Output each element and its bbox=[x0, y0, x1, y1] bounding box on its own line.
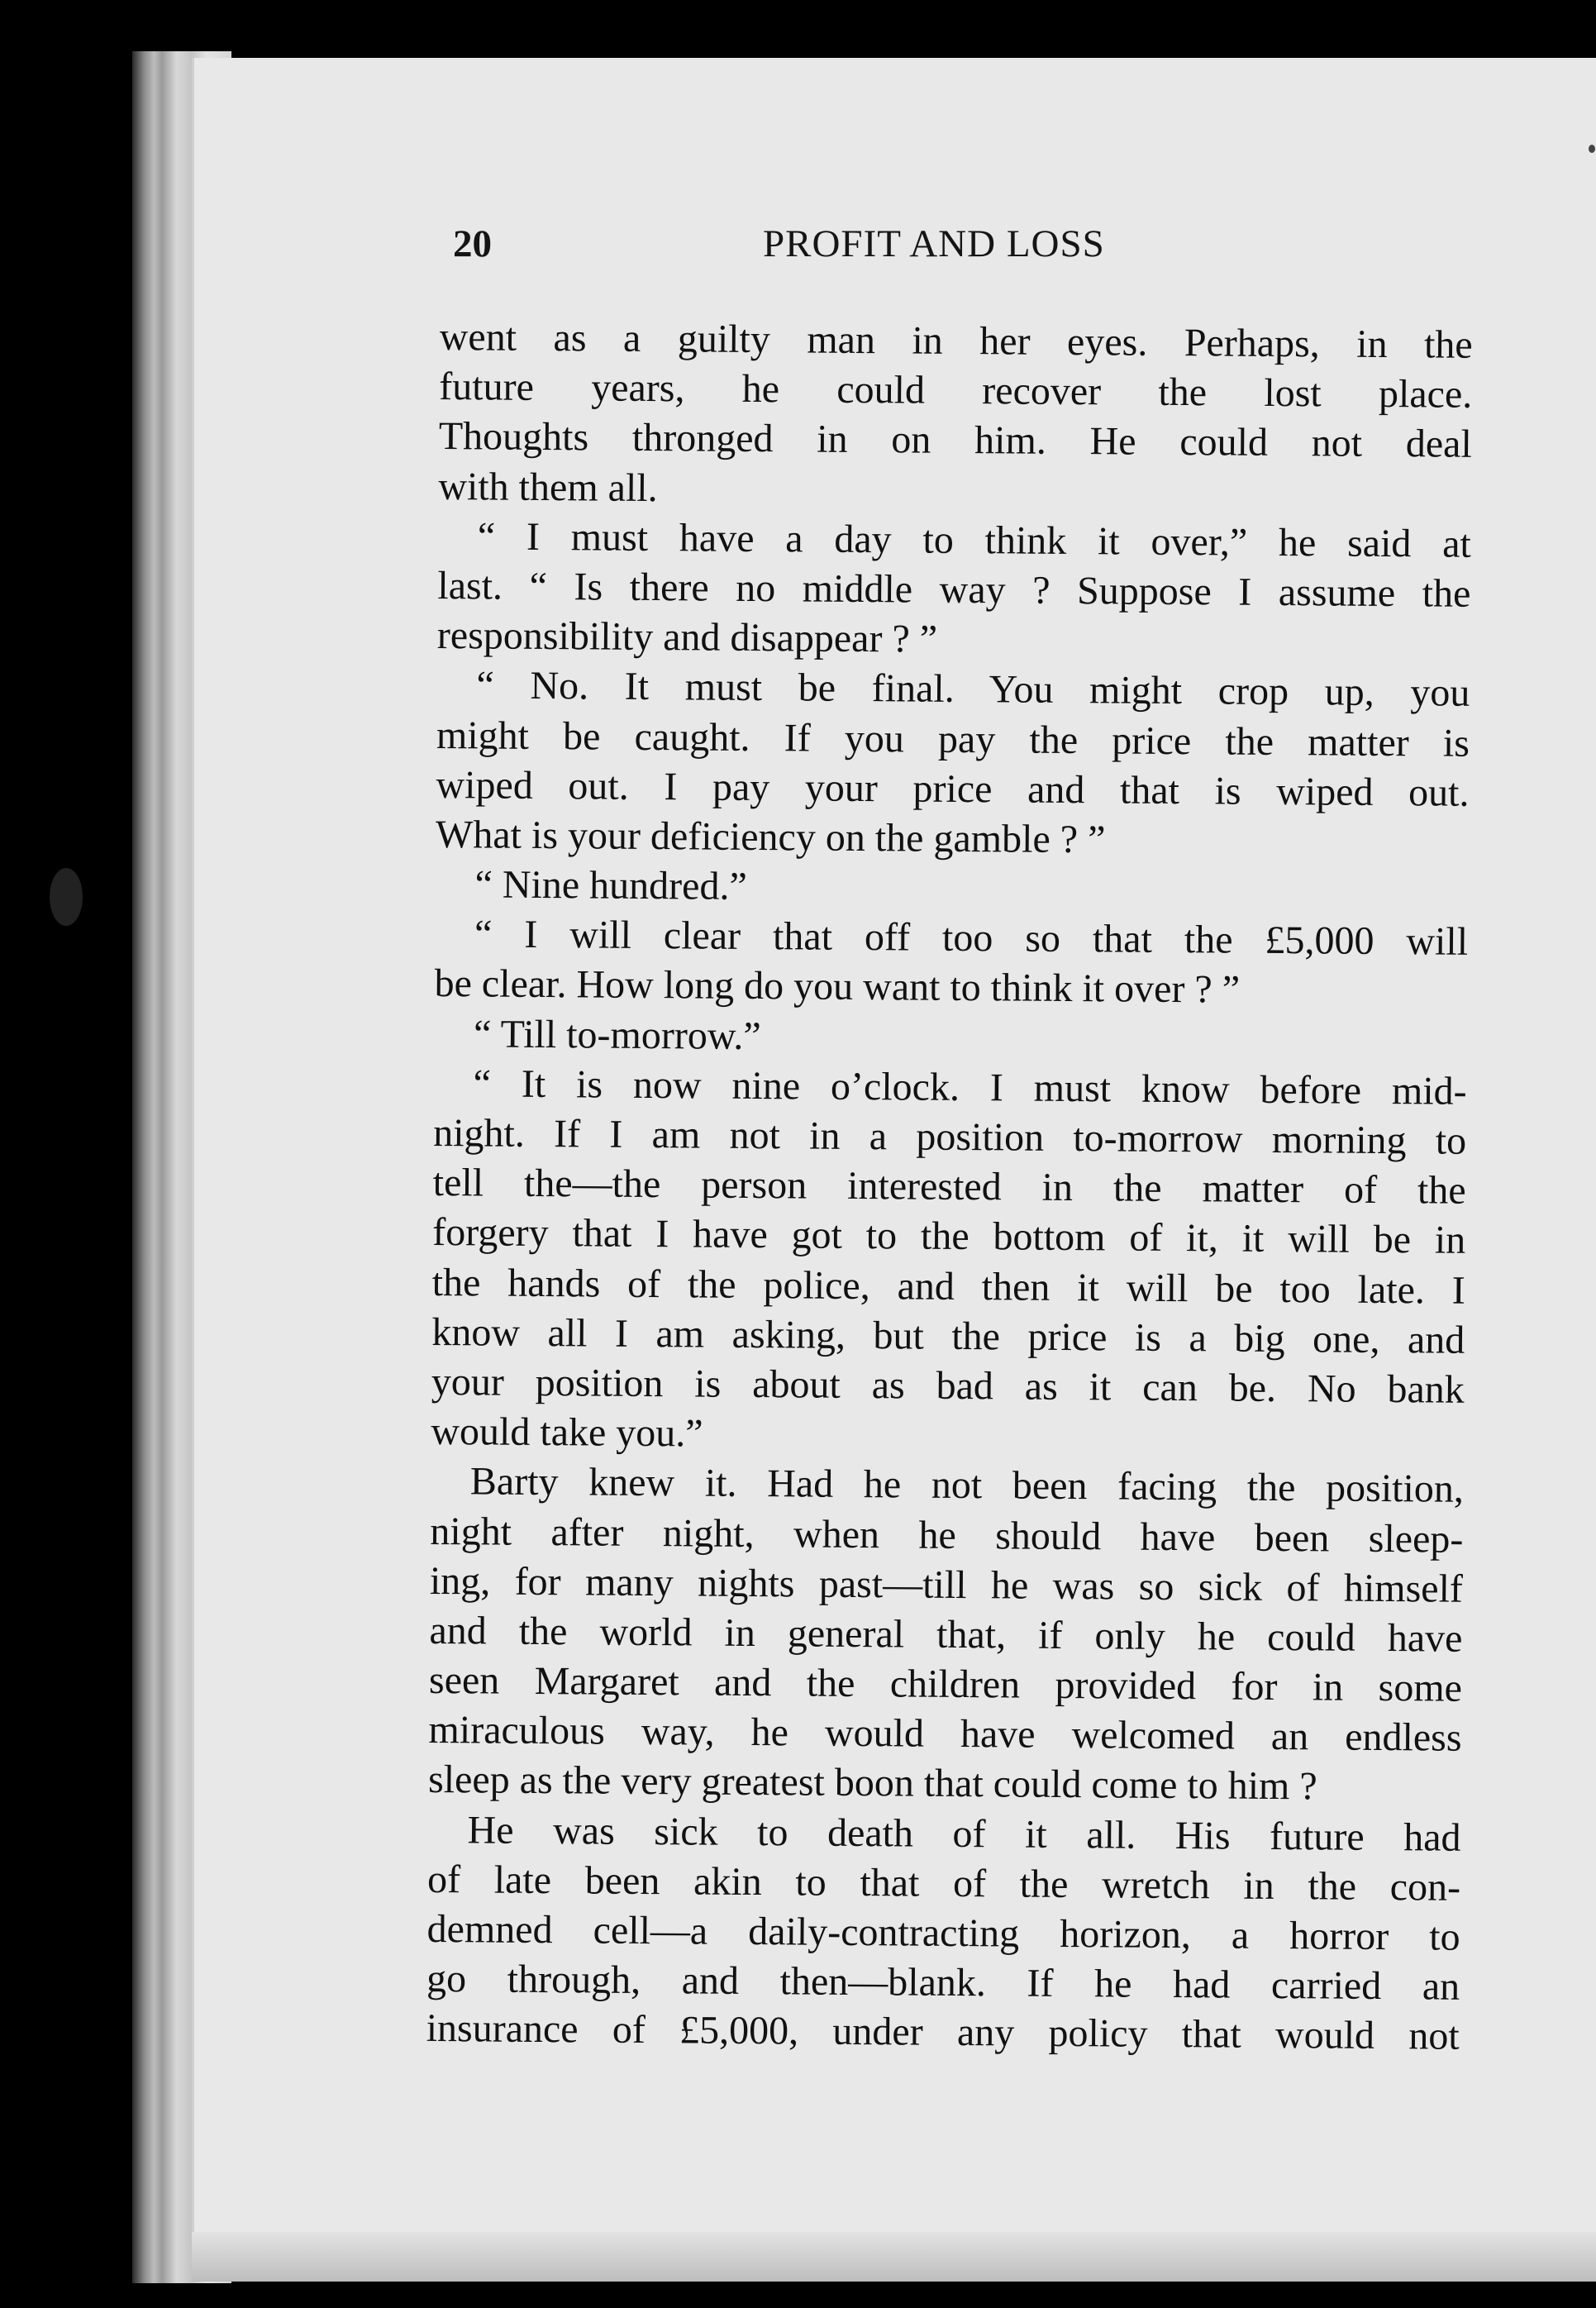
running-header bbox=[453, 222, 1470, 271]
text-line: seen Margaret and the children provided for in some bbox=[428, 1658, 1463, 1710]
text-line: of late been akin to that of the wretch in the con- bbox=[426, 1857, 1461, 1910]
text-line: with them all. bbox=[438, 464, 658, 510]
text-line: insurance of £5,000, under any policy that would not bbox=[426, 2006, 1460, 2059]
text-line: “ It is now nine o’clock. I must know before mid- bbox=[473, 1061, 1467, 1113]
text-line: would take you.” bbox=[431, 1409, 703, 1456]
text-line: sleep as the very greatest boon that could come to him ? bbox=[427, 1757, 1317, 1809]
text-line: He was sick to death of it all. His future had bbox=[467, 1807, 1461, 1860]
text-line: Barty knew it. Had he not been facing the position, bbox=[469, 1459, 1465, 1512]
text-line: responsibility and disappear ? ” bbox=[436, 613, 938, 661]
text-line: and the world in general that, if only he could have bbox=[429, 1608, 1463, 1661]
text-line: your position is about as bad as it can be. No bank bbox=[431, 1359, 1465, 1412]
text-line: Thoughts thronged in on him. He could not deal bbox=[438, 414, 1472, 467]
text-line: What is your deficiency on the gamble ? ” bbox=[435, 812, 1106, 862]
body-text bbox=[426, 312, 1473, 2062]
text-line: “ I will clear that off too so that the £5,000 will bbox=[474, 912, 1469, 965]
text-line: be clear. How long do you want to think it over ? ” bbox=[434, 961, 1241, 1013]
text-line: the hands of the police, and then it will be too late. I bbox=[431, 1260, 1465, 1313]
dust-speck bbox=[50, 868, 83, 926]
text-line: “ No. It must be final. You might crop up, you bbox=[476, 663, 1470, 716]
text-line: last. “ Is there no middle way ? Suppose I assume the bbox=[437, 563, 1471, 616]
text-line: future years, he could recover the lost place. bbox=[439, 365, 1473, 417]
text-line: ing, for many nights past—till he was so sick of himself bbox=[429, 1558, 1464, 1611]
text-line: tell the—the person interested in the matter of the bbox=[432, 1161, 1466, 1213]
text-line: night. If I am not in a position to-morrow morning to bbox=[432, 1110, 1467, 1163]
page-bottom-shadow bbox=[192, 2232, 1596, 2282]
text-line: night after night, when he should have been sleep- bbox=[430, 1509, 1464, 1562]
running-title: PROFIT AND LOSS bbox=[763, 222, 1105, 265]
text-line: wiped out. I pay your price and that is wiped out. bbox=[436, 762, 1470, 815]
text-line: know all I am asking, but the price is a big one, and bbox=[431, 1309, 1465, 1362]
text-line: miraculous way, he would have welcomed an endless bbox=[428, 1708, 1462, 1761]
text-line: forgery that I have got to the bottom of it, it will be in bbox=[432, 1210, 1466, 1263]
text-line: demned cell—a daily-contracting horizon, a horror to bbox=[426, 1906, 1460, 1959]
page-number: 20 bbox=[453, 222, 492, 265]
text-line: go through, and then—blank. If he had carried an bbox=[426, 1957, 1460, 2009]
dust-speck bbox=[1589, 145, 1595, 153]
text-line: might be caught. If you pay the price the matter is bbox=[436, 713, 1470, 765]
text-line: “ Till to-morrow.” bbox=[473, 1011, 761, 1058]
text-line: “ I must have a day to think it over,” he said at bbox=[477, 514, 1472, 566]
text-line: “ Nine hundred.” bbox=[474, 862, 747, 909]
text-line: went as a guilty man in her eyes. Perhaps, in the bbox=[439, 314, 1473, 367]
